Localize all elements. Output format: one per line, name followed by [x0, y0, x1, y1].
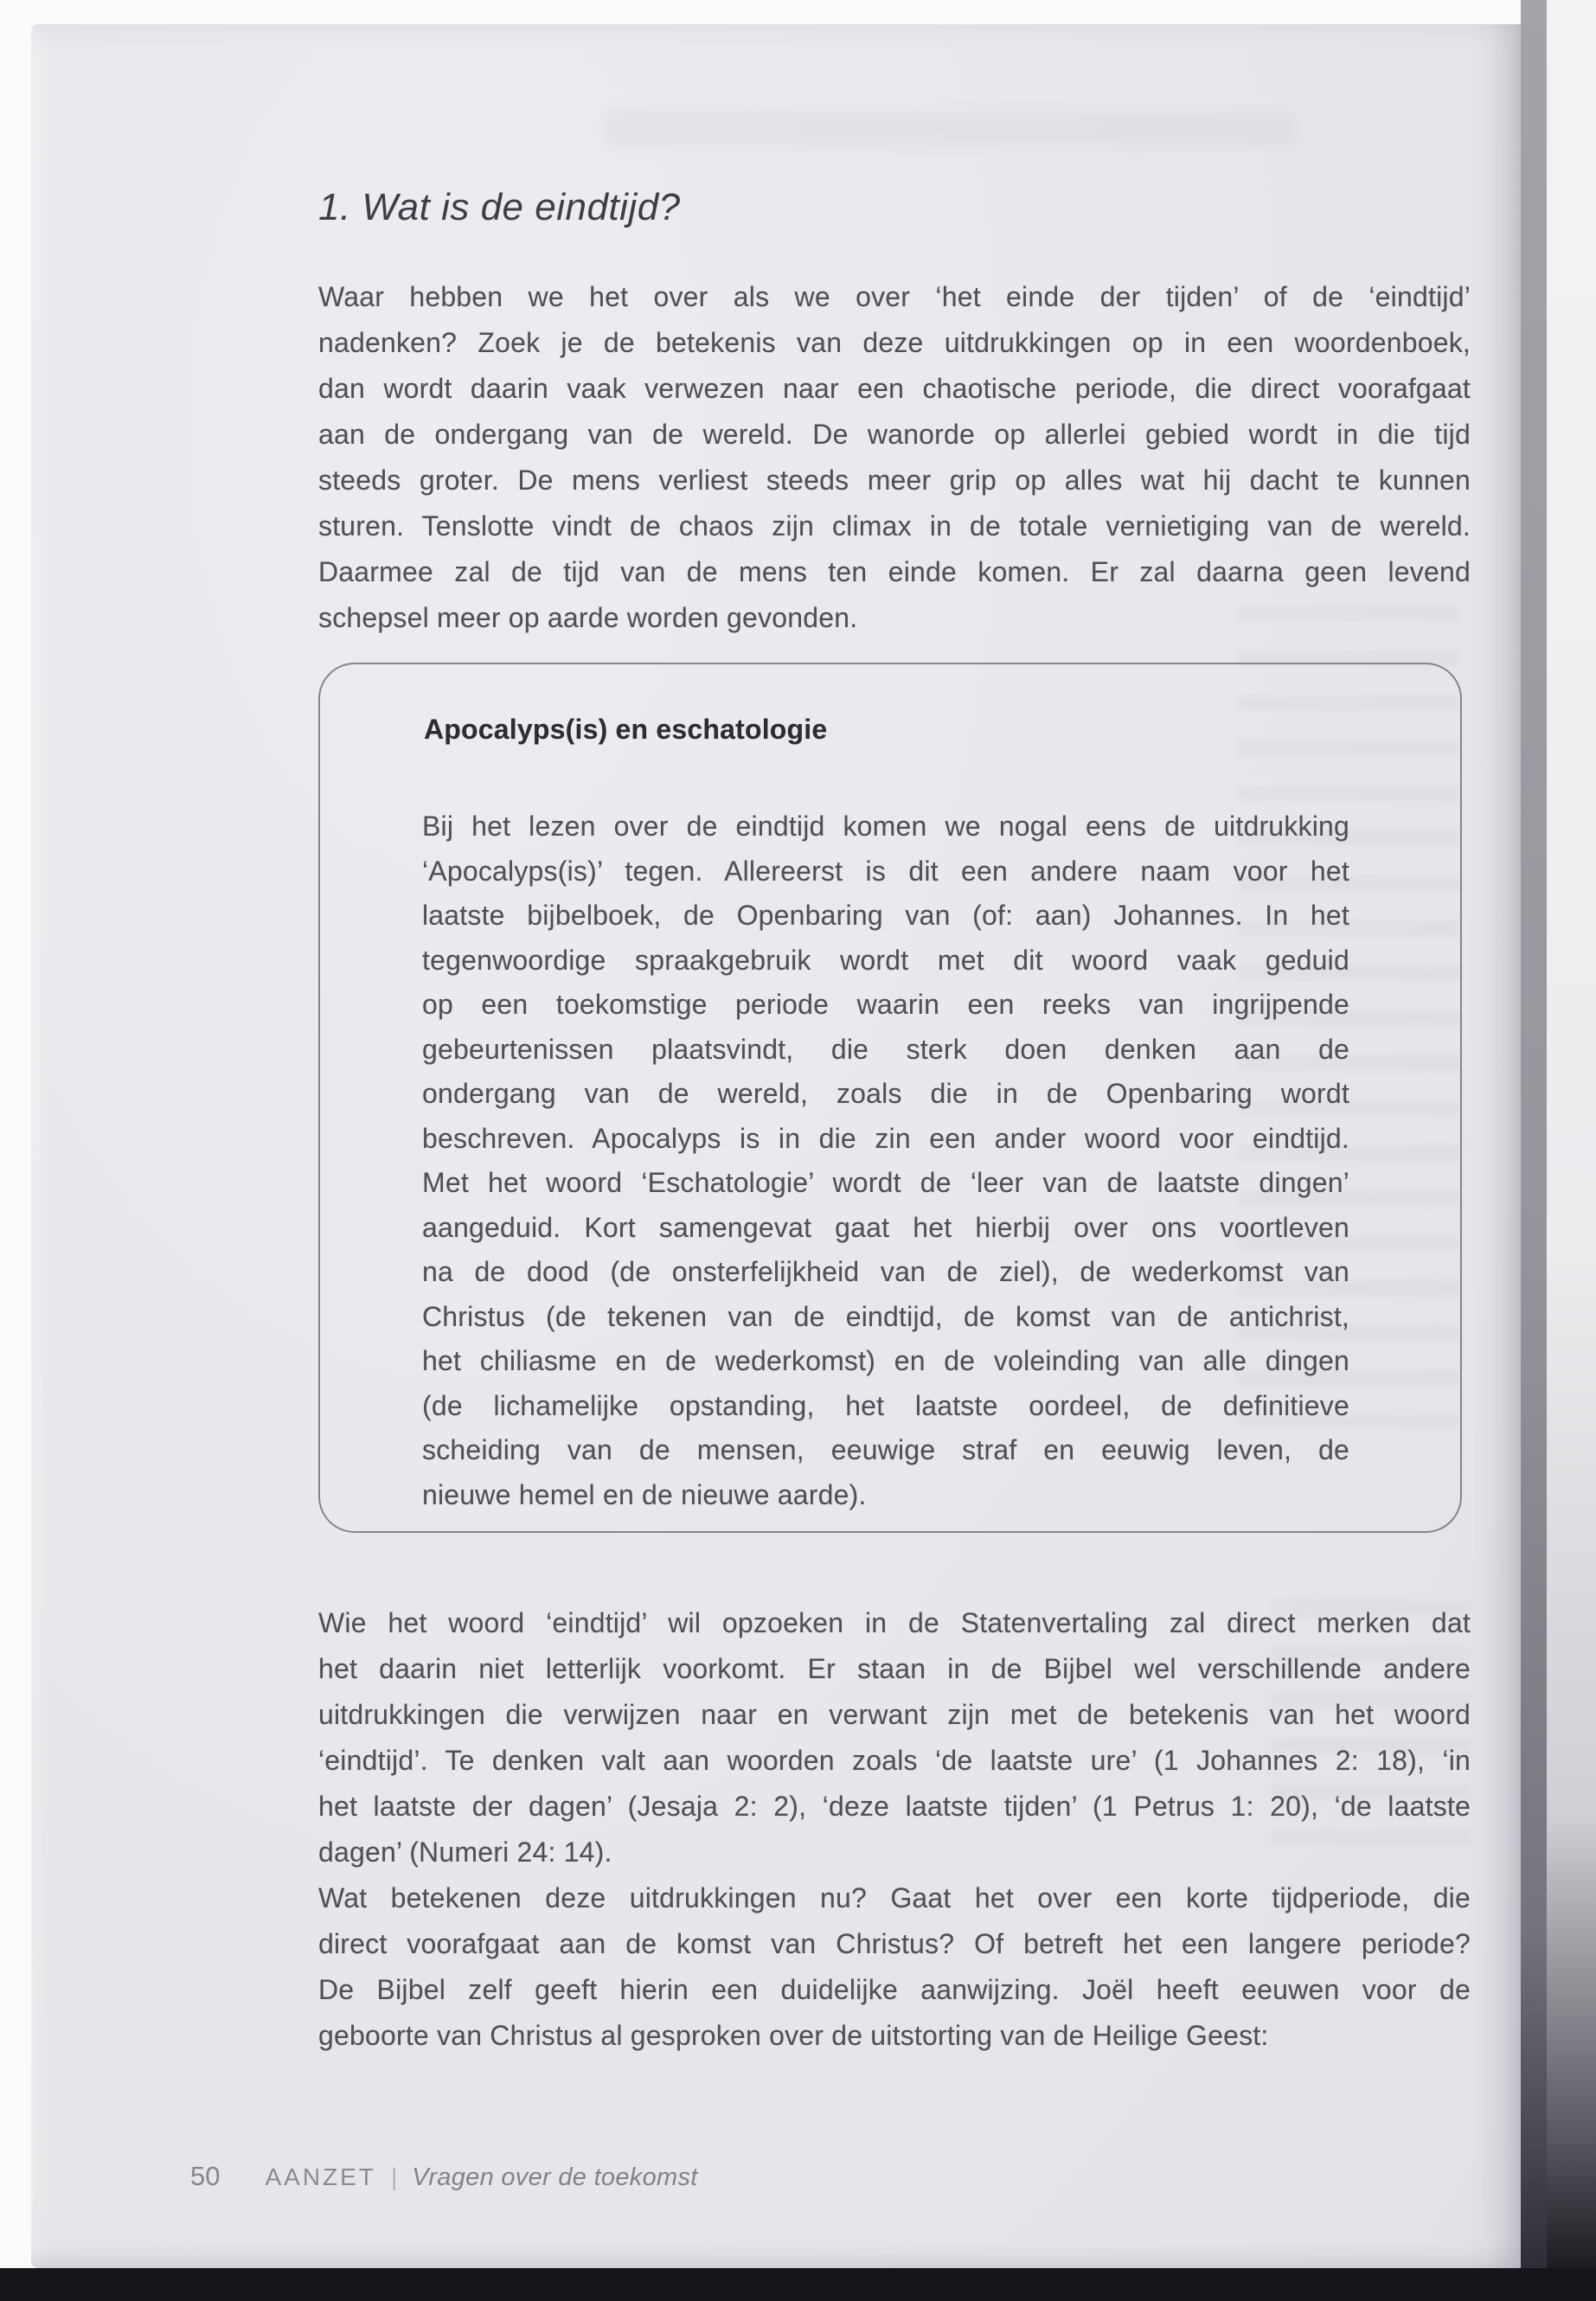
footer-separator: | — [392, 2163, 397, 2190]
text-line: het daarin niet letterlijk voorkomt. Er staan in de Bijbel wel verschillende andere — [318, 1653, 1471, 1684]
body-paragraphs — [318, 1600, 1471, 2059]
text-line: nieuwe hemel en de nieuwe aarde). — [422, 1478, 867, 1510]
text-line: ‘Apocalyps(is)’ tegen. Allereerst is dit een andere naam voor het — [422, 855, 1349, 887]
chapter-heading: 1. Wat is de eindtijd? — [318, 186, 681, 228]
page-number: 50 — [190, 2161, 221, 2191]
text-line: Waar hebben we het over als we over ‘het einde der tijden’ of de ‘eindtijd’ — [318, 281, 1471, 312]
text-line: direct voorafgaat aan de komst van Christus? Of betreft het een langere periode? — [318, 1928, 1471, 1959]
bleedthrough-title — [606, 111, 1298, 147]
book-title: AANZET — [265, 2163, 376, 2190]
text-line: dagen’ (Numeri 24: 14). — [318, 1836, 612, 1868]
text-line: dan wordt daarin vaak verwezen naar een chaotische periode, die direct voorafgaat — [318, 373, 1471, 404]
definition-box-title: Apocalyps(is) en eschatologie — [424, 714, 828, 745]
chapter-title: Vragen over de toekomst — [412, 2163, 698, 2191]
text-line: ondergang van de wereld, zoals die in de Openbaring wordt — [422, 1078, 1349, 1109]
text-line: geboorte van Christus al gesproken over de uitstorting van de Heilige Geest: — [318, 2020, 1269, 2051]
definition-box-body — [422, 804, 1349, 1517]
text-line: (de lichamelijke opstanding, het laatste oordeel, de definitieve — [422, 1389, 1349, 1421]
text-line: gebeurtenissen plaatsvindt, die sterk doen denken aan de — [422, 1033, 1349, 1065]
text-line: ‘eindtijd’. Te denken valt aan woorden zoals ‘de laatste ure’ (1 Johannes 2: 18), ‘in — [318, 1745, 1471, 1776]
page-edge-shadow — [1521, 0, 1547, 2268]
text-line: na de dood (de onsterfelijkheid van de ziel), de wederkomst van — [422, 1256, 1349, 1287]
text-line: Wat betekenen deze uitdrukkingen nu? Gaat het over een korte tijdperiode, die — [318, 1882, 1471, 1913]
book-page — [31, 24, 1521, 2268]
text-line: nadenken? Zoek je de betekenis van deze uitdrukkingen op in een woordenboek, — [318, 327, 1471, 358]
text-line: Christus (de tekenen van de eindtijd, de komst van de antichrist, — [422, 1300, 1349, 1332]
text-line: aangeduid. Kort samengevat gaat het hierbij over ons voortleven — [422, 1211, 1349, 1243]
text-line: Daarmee zal de tijd van de mens ten einde komen. Er zal daarna geen levend — [318, 556, 1471, 587]
text-line: het chiliasme en de wederkomst) en de voleinding van alle dingen — [422, 1345, 1349, 1376]
intro-paragraph — [318, 274, 1471, 641]
text-line: schepsel meer op aarde worden gevonden. — [318, 602, 858, 633]
text-line: laatste bijbelboek, de Openbaring van (of: aan) Johannes. In het — [422, 900, 1349, 931]
text-line: aan de ondergang van de wereld. De wanorde op allerlei gebied wordt in die tijd — [318, 419, 1471, 450]
page-footer — [190, 2161, 698, 2192]
text-line: het laatste der dagen’ (Jesaja 2: 2), ‘deze laatste tijden’ (1 Petrus 1: 20), ‘de laatste — [318, 1791, 1471, 1822]
text-line: Wie het woord ‘eindtijd’ wil opzoeken in de Statenvertaling zal direct merken dat — [318, 1607, 1471, 1638]
text-line: tegenwoordige spraakgebruik wordt met dit woord vaak geduid — [422, 944, 1349, 976]
text-line: op een toekomstige periode waarin een reeks van ingrijpende — [422, 989, 1349, 1020]
text-line: steeds groter. De mens verliest steeds meer grip op alles wat hij dacht te kunnen — [318, 465, 1471, 496]
text-line: sturen. Tenslotte vindt de chaos zijn climax in de totale vernietiging van de wereld. — [318, 510, 1471, 542]
photo-outer-margin — [1547, 0, 1596, 2268]
text-line: uitdrukkingen die verwijzen naar en verwant zijn met de betekenis van het woord — [318, 1699, 1471, 1730]
text-line: De Bijbel zelf geeft hierin een duidelijke aanwijzing. Joël heeft eeuwen voor de — [318, 1974, 1471, 2005]
text-line: Met het woord ‘Eschatologie’ wordt de ‘leer van de laatste dingen’ — [422, 1167, 1349, 1198]
text-line: Bij het lezen over de eindtijd komen we nogal eens de uitdrukking — [422, 811, 1349, 842]
text-line: beschreven. Apocalyps is in die zin een ander woord voor eindtijd. — [422, 1122, 1349, 1154]
photo-bottom-edge — [0, 2268, 1596, 2301]
text-line: scheiding van de mensen, eeuwige straf en eeuwig leven, de — [422, 1434, 1349, 1465]
